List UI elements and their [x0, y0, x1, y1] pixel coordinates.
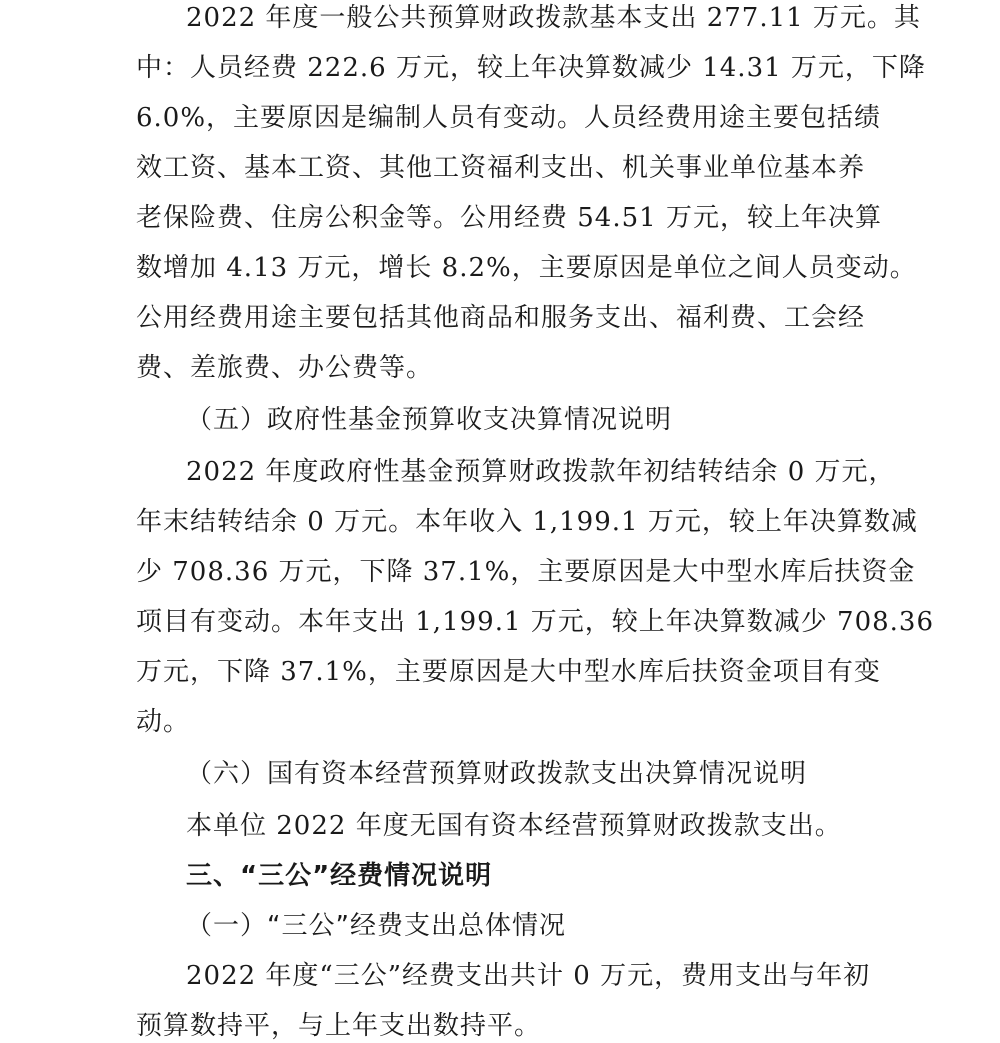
paragraph-line: 效工资、基本工资、其他工资福利支出、机关事业单位基本养: [136, 153, 866, 183]
paragraph-line: 费、差旅费、办公费等。: [136, 353, 434, 383]
paragraph-line: 2022 年度政府性基金预算财政拨款年初结转结余 0 万元，: [186, 457, 896, 487]
paragraph-line: 本单位 2022 年度无国有资本经营预算财政拨款支出。: [186, 811, 842, 841]
paragraph-line: 数增加 4.13 万元，增长 8.2%，主要原因是单位之间人员变动。: [136, 253, 917, 283]
section-heading-1: （一）“三公”经费支出总体情况: [186, 911, 566, 941]
paragraph-line: 项目有变动。本年支出 1,199.1 万元，较上年决算数减少 708.36: [136, 607, 935, 637]
paragraph-line: 万元，下降 37.1%，主要原因是大中型水库后扶资金项目有变: [136, 657, 881, 687]
paragraph-line: 预算数持平，与上年支出数持平。: [136, 1011, 542, 1041]
paragraph-line: 动。: [136, 707, 191, 737]
paragraph-line: 老保险费、住房公积金等。公用经费 54.51 万元，较上年决算: [136, 203, 882, 233]
section-heading-6: （六）国有资本经营预算财政拨款支出决算情况说明: [186, 759, 808, 789]
paragraph-line: 年末结转结余 0 万元。本年收入 1,199.1 万元，较上年决算数减: [136, 507, 918, 537]
paragraph-line: 少 708.36 万元，下降 37.1%，主要原因是大中型水库后扶资金: [136, 557, 916, 587]
chapter-heading-3: 三、“三公”经费情况说明: [186, 861, 493, 891]
section-heading-5: （五）政府性基金预算收支决算情况说明: [186, 405, 673, 435]
paragraph-line: 2022 年度一般公共预算财政拨款基本支出 277.11 万元。其: [186, 3, 921, 33]
paragraph-line: 6.0%，主要原因是编制人员有变动。人员经费用途主要包括绩: [136, 103, 882, 133]
paragraph-line: 公用经费用途主要包括其他商品和服务支出、福利费、工会经: [136, 303, 866, 333]
paragraph-line: 2022 年度“三公”经费支出共计 0 万元，费用支出与年初: [186, 961, 871, 991]
paragraph-line: 中：人员经费 222.6 万元，较上年决算数减少 14.31 万元，下降: [136, 53, 926, 83]
